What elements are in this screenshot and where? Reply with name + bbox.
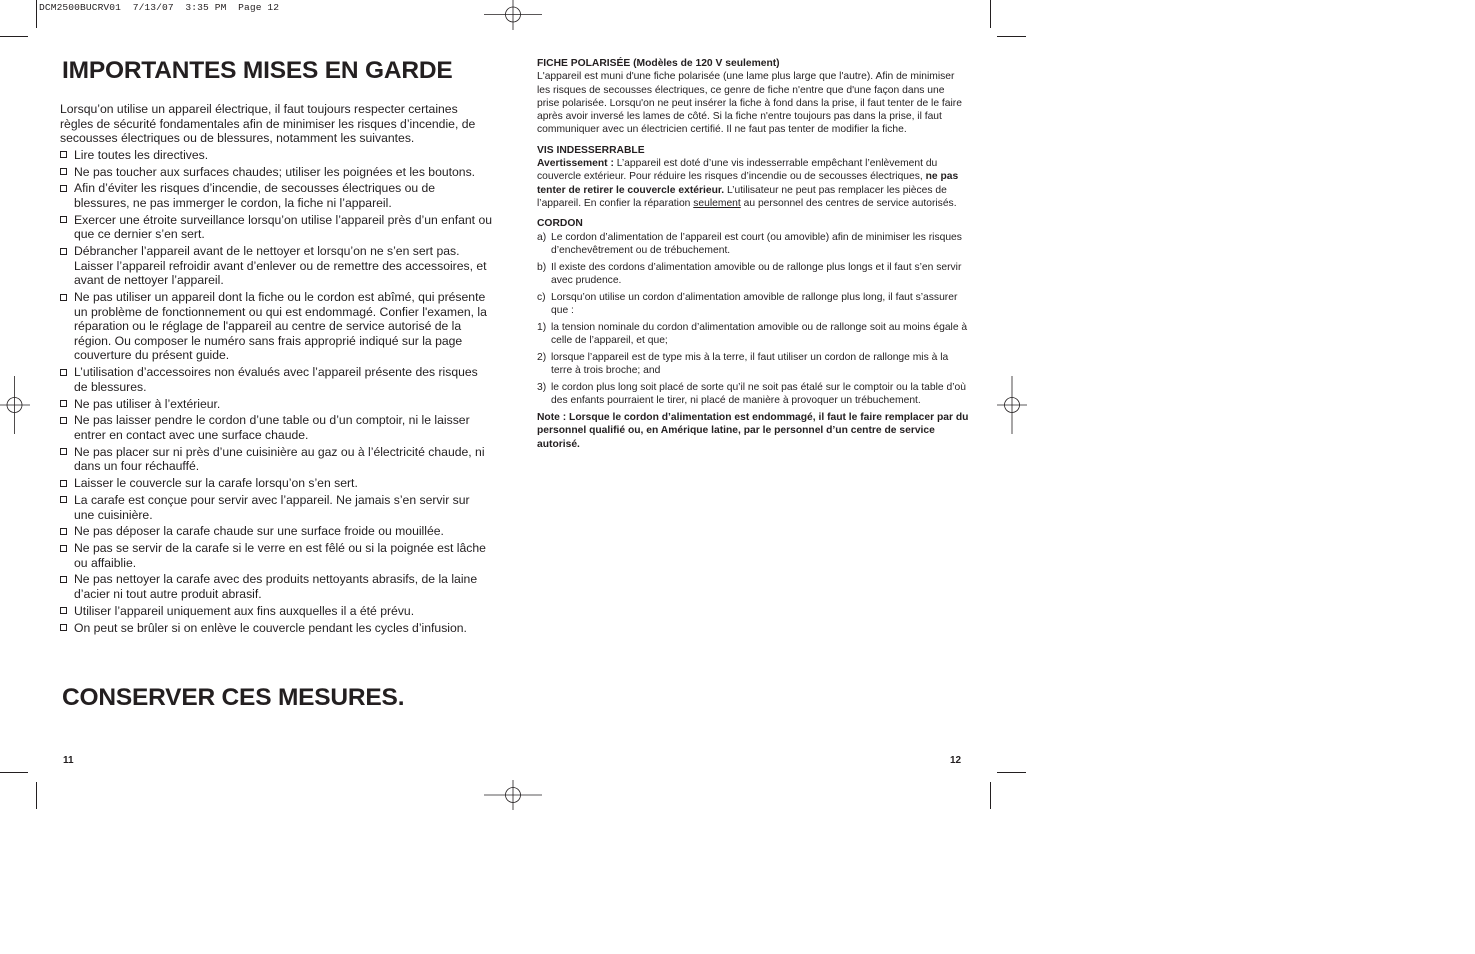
checkbox-square-icon	[60, 496, 67, 503]
list-item	[60, 524, 492, 539]
checkbox-square-icon	[60, 185, 67, 192]
page-number-left: 11	[63, 755, 74, 766]
checkbox-square-icon	[60, 545, 67, 552]
registration-mark-bottom	[484, 780, 542, 810]
list-item-text: Ne pas utiliser un appareil dont la fiche ou le cordon est abîmé, qui présente un problème de fonctionnement ou qui est endommagé. Confier l'examen, la réparation ou le réglage de l'appareil au centre de service autorisé de la région. Ou composer le numéro sans frais approprié indiqué sur la page couverture du présent guide.	[74, 290, 487, 363]
safety-bullet-list	[60, 148, 492, 635]
list-item	[60, 413, 492, 442]
checkbox-square-icon	[60, 607, 67, 614]
cordon-list-item	[537, 381, 969, 408]
crop-mark-top-left-horizontal	[0, 36, 28, 37]
printer-slug-line: DCM2500BUCRV01 7/13/07 3:35 PM Page 12	[39, 2, 280, 13]
cordon-list-item	[537, 321, 969, 348]
list-item-text: Ne pas nettoyer la carafe avec des produits nettoyants abrasifs, de la laine d’acier ni tout autre produit abrasif.	[74, 572, 478, 602]
fiche-body: L'appareil est muni d'une fiche polarisée (une lame plus large que l'autre). Afin de minimiser les risques de secousses électriques, ce genre de fiche n'entre que d'une façon dans une prise polarisée. Lorsqu'on ne peut insérer la fiche à fond dans la prise, il faut tenter de le faire après avoir inversé les lames de côté. Si la fiche n'entre toujours pas dans la prise, il faut communiquer avec un électricien certifié. Il ne faut pas tenter de modifier la fiche.	[537, 71, 962, 136]
checkbox-square-icon	[60, 448, 67, 455]
list-item-text: Ne pas se servir de la carafe si le verre en est fêlé ou si la poignée est lâche ou affaiblie.	[74, 541, 486, 570]
list-marker: 2)	[537, 351, 547, 363]
list-item	[60, 290, 492, 363]
vis-heading: VIS INDESSERRABLE	[537, 144, 645, 156]
registration-mark-left	[0, 376, 30, 434]
checkbox-square-icon	[60, 417, 67, 424]
crop-mark-top-right-horizontal	[997, 36, 1026, 37]
cordon-list	[537, 231, 969, 408]
list-item	[60, 621, 492, 636]
note-paragraph: Note : Lorsque le cordon d’alimentation est endommagé, il faut le faire remplacer par du personnel qualifié ou, en Amérique latine, par le personnel d’un centre de service autorisé.	[537, 412, 969, 450]
cordon-list-item	[537, 291, 969, 318]
list-item	[60, 572, 492, 601]
list-marker: a)	[537, 231, 547, 243]
list-item-text: L’utilisation d’accessoires non évalués avec l’appareil présente des risques de blessures.	[74, 365, 478, 394]
vis-text-1: L’appareil est doté d’une vis indesserrable empêchant l’enlèvement du couvercle extérieur. Pour réduire les risques d’incendie ou de secousses électriques,	[537, 158, 938, 183]
page-title: IMPORTANTES MISES EN GARDE	[62, 57, 453, 84]
list-item-text: Laisser le couvercle sur la carafe lorsqu’on s’en sert.	[74, 476, 358, 491]
list-item-text: Ne pas laisser pendre le cordon d’une table ou d’un comptoir, ni le laisser entrer en contact avec une surface chaude.	[74, 413, 470, 442]
list-item-text: Ne pas déposer la carafe chaude sur une surface froide ou mouillée.	[74, 524, 444, 539]
intro-paragraph: Lorsqu’on utilise un appareil électrique, il faut toujours respecter certaines règles de sécurité fondamentales afin de minimiser les risques d’incendie, de secousses électriques ou de blessures, notamment les suivantes.	[60, 102, 476, 146]
list-item-text: Ne pas toucher aux surfaces chaudes; utiliser les poignées et les boutons.	[74, 164, 476, 179]
list-item-text: Lire toutes les directives.	[74, 147, 209, 162]
crop-mark-bottom-left-vertical	[36, 782, 37, 809]
cordon-list-item	[537, 351, 969, 378]
list-item-text: Il existe des cordons d’alimentation amovible ou de rallonge plus longs et il faut s’en servir avec prudence.	[551, 261, 962, 286]
cordon-heading: CORDON	[537, 218, 583, 230]
crop-mark-bottom-right-horizontal	[997, 772, 1026, 773]
list-item	[60, 365, 492, 394]
checkbox-square-icon	[60, 216, 67, 223]
list-item-text: Exercer une étroite surveillance lorsqu’on utilise l’appareil près d’un enfant ou que ce dernier s’en sert.	[74, 212, 492, 242]
checkbox-square-icon	[60, 576, 67, 583]
crop-mark-bottom-left-horizontal	[0, 772, 28, 773]
crop-mark-top-left-vertical	[36, 0, 37, 28]
list-item	[60, 476, 492, 491]
vis-text-2: L’utilisateur ne peut pas remplacer les pièces de l’appareil. En confier la réparation	[537, 184, 947, 209]
registration-mark-top	[484, 0, 542, 30]
cordon-list-item	[537, 231, 969, 258]
list-item	[60, 541, 492, 570]
list-item	[60, 604, 492, 619]
list-item-text: la tension nominale du cordon d’alimentation amovible ou de rallonge soit au moins égale à celle de l’appareil, et que;	[551, 321, 968, 347]
fiche-heading: FICHE POLARISÉE (Modèles de 120 V seulement)	[537, 58, 780, 69]
list-item-text: Ne pas utiliser à l’extérieur.	[74, 396, 221, 411]
list-item-text: Ne pas placer sur ni près d’une cuisinière au gaz ou à l’électricité chaude, ni dans un four réchauffé.	[74, 444, 485, 474]
list-item	[60, 244, 492, 288]
checkbox-square-icon	[60, 528, 67, 535]
checkbox-square-icon	[60, 294, 67, 301]
cordon-list-item	[537, 261, 969, 288]
list-item	[60, 213, 492, 242]
page-number-right: 12	[950, 755, 962, 766]
crop-mark-top-right-vertical	[990, 0, 991, 28]
list-item	[60, 148, 492, 163]
section-cordon	[537, 217, 969, 407]
checkbox-square-icon	[60, 369, 67, 376]
list-item	[60, 445, 492, 474]
list-item-text: Le cordon d’alimentation de l’appareil est court (ou amovible) afin de minimiser les risques d’enchevêtrement ou de trébuchement.	[551, 231, 962, 256]
list-item	[60, 493, 492, 522]
list-marker: 3)	[537, 382, 547, 394]
list-item-text: Lorsqu’on utilise un cordon d’alimentation amovible de rallonge plus long, il faut s’assurer que :	[551, 291, 958, 317]
list-item-text: lorsque l’appareil est de type mis à la terre, il faut utiliser un cordon de rallonge mis à la terre à trois broche; and	[551, 351, 949, 377]
checkbox-square-icon	[60, 248, 67, 255]
list-item-text: le cordon plus long soit placé de sorte qu’il ne soit pas étalé sur le comptoir ou la table d’où des enfants pourraient le tirer, ni placé de manière à provoquer un trébuchement.	[551, 382, 966, 407]
list-item-text: Afin d’éviter les risques d’incendie, de secousses électriques ou de blessures, ne pas immerger le cordon, la fiche ni l’appareil.	[74, 181, 436, 210]
section-fiche	[537, 57, 969, 137]
list-marker: c)	[537, 291, 546, 303]
list-item	[60, 165, 492, 180]
list-item	[60, 397, 492, 412]
section-vis	[537, 144, 969, 210]
registration-mark-right	[997, 376, 1027, 434]
vis-warning-label: Avertissement :	[537, 158, 614, 170]
list-item-text: La carafe est conçue pour servir avec l’appareil. Ne jamais s’en servir sur une cuisinière.	[74, 492, 470, 522]
safety-instructions	[60, 102, 492, 637]
checkbox-square-icon	[60, 151, 67, 158]
checkbox-square-icon	[60, 400, 67, 407]
checkbox-square-icon	[60, 624, 67, 631]
list-marker: 1)	[537, 321, 547, 333]
right-column	[537, 57, 969, 451]
checkbox-square-icon	[60, 168, 67, 175]
list-item-text: Utiliser l’appareil uniquement aux fins auxquelles il a été prévu.	[74, 603, 415, 618]
vis-text-3: au personnel des centres de service autorisés.	[740, 197, 957, 209]
checkbox-square-icon	[60, 480, 67, 487]
closing-heading: CONSERVER CES MESURES.	[62, 684, 405, 711]
crop-mark-bottom-right-vertical	[990, 782, 991, 809]
list-item-text: Débrancher l’appareil avant de le nettoyer et lorsqu’on ne s’en sert pas. Laisser l’appareil refroidir avant d’enlever ou de remettre des accessoires, et avant de nettoyer l’appareil.	[74, 244, 487, 288]
vis-underlined-text: seulement	[693, 197, 741, 209]
list-item-text: On peut se brûler si on enlève le couvercle pendant les cycles d’infusion.	[74, 620, 467, 635]
list-marker: b)	[537, 261, 547, 273]
list-item	[60, 181, 492, 210]
vis-body	[537, 157, 969, 210]
vis-bold-text: ne pas tenter de retirer le couvercle extérieur.	[537, 171, 959, 196]
